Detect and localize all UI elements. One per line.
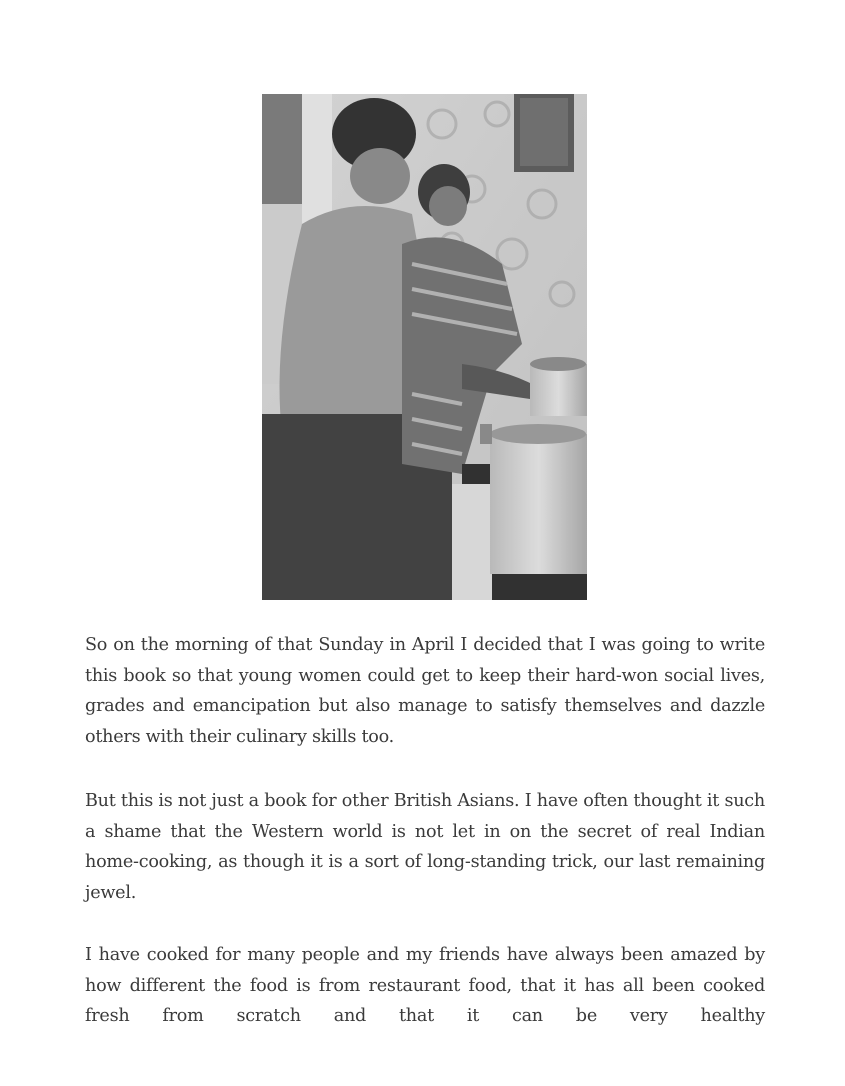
paragraph-3: I have cooked for many people and my friends have always been amazed by how different the food is from restaurant food, that it has all been cooked fresh from scratch and that it can be very healthy <box>85 945 765 1026</box>
paragraph-2: But this is not just a book for other British Asians. I have often thought it such a shame that the Western world is not let in on the secret of real Indian home-cooking, as though it is a sort of long-standing trick, our last remaining jewel. <box>85 791 765 903</box>
photo-women-cooking <box>262 94 587 600</box>
photo-image <box>262 94 587 600</box>
paragraph-1: So on the morning of that Sunday in April I decided that I was going to write this book so that young women could get to keep their hard-won social lives, grades and emancipation but also manage to satisfy themselves and dazzle others with their culinary skills too. <box>85 635 765 747</box>
